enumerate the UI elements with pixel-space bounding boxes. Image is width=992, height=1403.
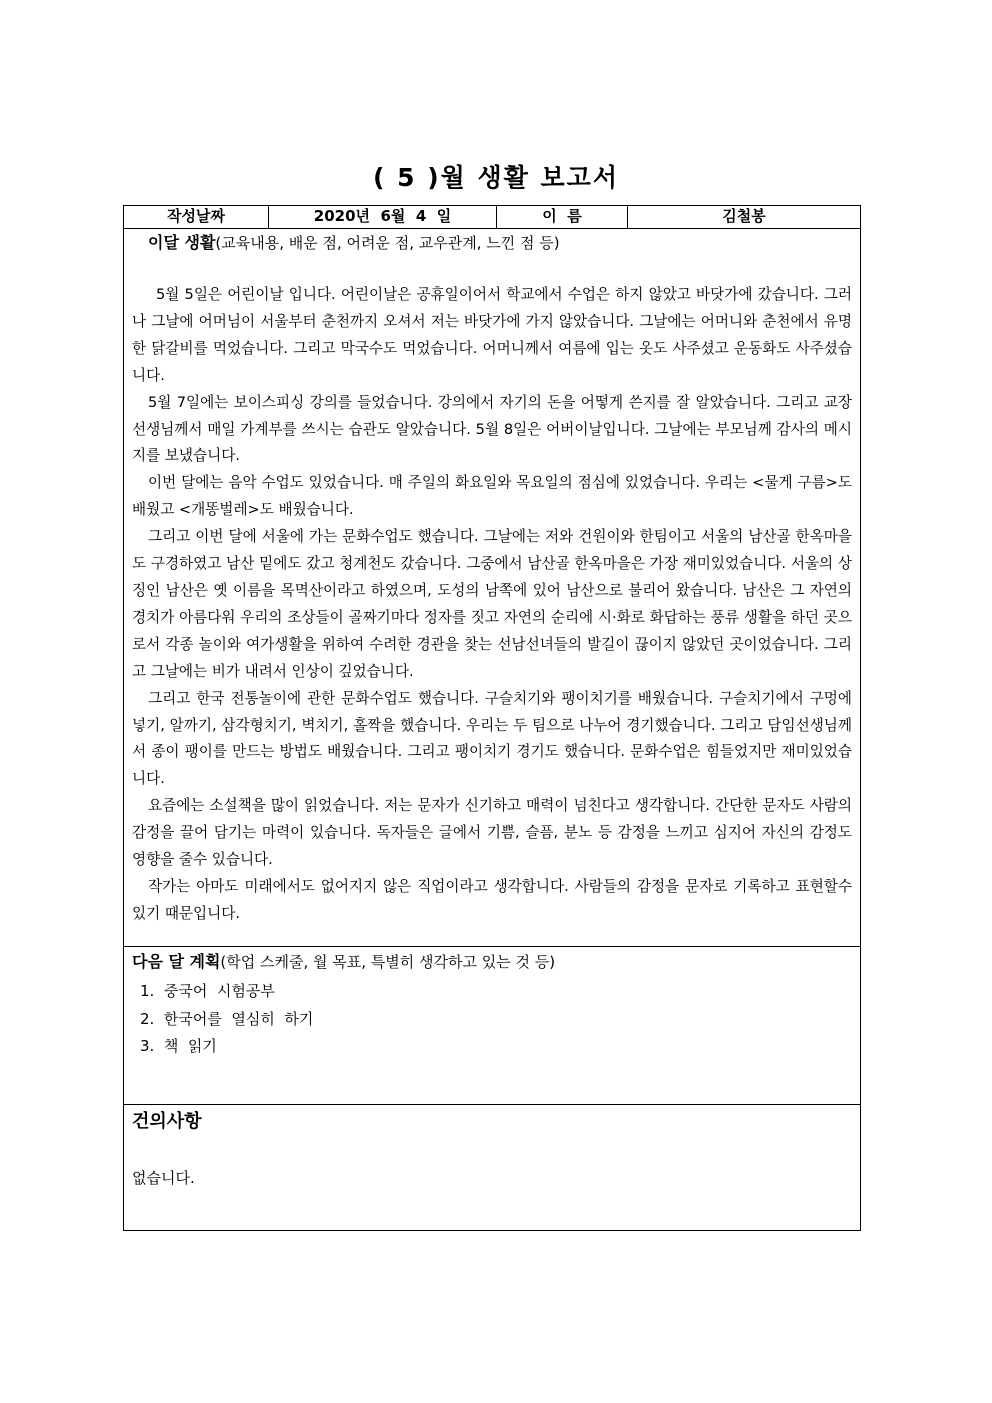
life-paragraph: 작가는 아마도 미래에서도 없어지지 않은 직업이라고 생각합니다. 사람들의 감정을 문자로 기록하고 표현할수 있기 때문입니다. [132, 877, 852, 922]
plan-item: 2. 한국어를 열심히 하기 [140, 1009, 314, 1028]
life-paragraph: 5월 5일은 어린이날 입니다. 어린이날은 공휴일이어서 학교에서 수업은 하지 않았고 바닷가에 갔습니다. 그러나 그날에 어머님이 서울부터 춘천까지 오셔서 저는 바닷가에 가지 않았습니다. 그날에는 어머니와 춘천에서 유명한 닭갈비를 먹었습니다. 그리고 막국수도 먹었습니다. 어머니께서 여름에 입는 옷도 사주셨고 운동화도 사주셨습니다. [132, 286, 852, 384]
life-paragraph: 5월 7일에는 보이스피싱 강의를 들었습니다. 강의에서 자기의 돈을 어떻게 쓴지를 잘 알았습니다. 그리고 교장선생님께서 매일 가계부를 쓰시는 습관도 알았습니다. 5월 8일은 어버이날입니다. 그날에는 부모님께 감사의 메시지를 보냈습니다. [132, 393, 852, 465]
monthly-life-title: 이달 생활 [148, 233, 216, 252]
suggestions-text: 없습니다. [132, 1169, 195, 1187]
plan-list [140, 978, 860, 1061]
life-paragraph: 그리고 한국 전통놀이에 관한 문화수업도 했습니다. 구슬치기와 팽이치기를 배웠습니다. 구슬치기에서 구멍에 넣기, 알까기, 삼각형치기, 벽치기, 홀짝을 했습니다. 우리는 두 팀으로 나누어 경기했습니다. 그리고 담임선생님께서 종이 팽이를 만드는 방법도 배웠습니다. 그리고 팽이치기 경기도 했습니다. 문화수업은 힘들었지만 재미있었습니다. [132, 689, 852, 788]
plan-item: 3. 책 읽기 [140, 1037, 217, 1055]
name-label: 이 름 [497, 206, 628, 228]
monthly-life-section [124, 228, 860, 947]
plan-item: 1. 중국어 시험공부 [140, 982, 275, 1000]
report-form [123, 205, 861, 1231]
monthly-life-note: (교육내용, 배운 점, 어려운 점, 교우관계, 느낀 점 등) [215, 234, 560, 252]
header-row [124, 206, 860, 229]
suggestions-section [124, 1105, 860, 1231]
monthly-life-heading [148, 230, 860, 253]
life-paragraph: 그리고 이번 달에 서울에 가는 문화수업도 했습니다. 그날에는 저와 건원이와 한팀이고 서울의 남산골 한옥마을도 구경하였고 남산 밑에도 갔고 청계천도 갔습니다. 그중에서 남산골 한옥마을은 가장 재미있었습니다. 서울의 상징인 남산은 옛 이름을 목멱산이라고 하였으며, 도성의 남쪽에 있어 남산으로 불리어 왔습니다. 남산은 그 자연의 경치가 아름다워 우리의 조상들이 골짜기마다 정자를 짓고 자연의 순리에 시·화로 화답하는 풍류 생활을 하던 곳으로서 각종 놀이와 여가생활을 위하여 수려한 경관을 찾는 선남선녀들의 발길이 끊이지 않았던 곳이었습니다. 그리고 그날에는 비가 내려서 인상이 깊었습니다. [132, 528, 852, 680]
name-value: 김철봉 [722, 207, 766, 225]
plan-title: 다음 달 계획 [132, 952, 221, 971]
date-label: 작성날짜 [124, 206, 269, 228]
life-paragraph: 요즘에는 소설책을 많이 읽었습니다. 저는 문자가 신기하고 매력이 넘친다고 생각합니다. 간단한 문자도 사람의 감정을 끌어 담기는 마력이 있습니다. 독자들은 글에서 기쁨, 슬픔, 분노 등 감정을 느끼고 심지어 자신의 감정도 영향을 줄수 있습니다. [132, 797, 852, 869]
monthly-life-body [132, 282, 852, 928]
date-value: 2020년 6월 4 일 [269, 206, 497, 228]
suggestions-heading: 건의사항 [132, 1111, 202, 1132]
next-month-plan-section [124, 947, 860, 1105]
plan-note: (학업 스케줄, 월 목표, 특별히 생각하고 있는 것 등) [220, 953, 556, 971]
life-paragraph: 이번 달에는 음악 수업도 있었습니다. 매 주일의 화요일와 목요일의 점심에 있었습니다. 우리는 <물게 구름>도 배웠고 <개똥벌레>도 배웠습니다. [132, 474, 852, 519]
plan-heading [132, 949, 860, 972]
page-title: ( 5 )월 생활 보고서 [373, 163, 619, 192]
